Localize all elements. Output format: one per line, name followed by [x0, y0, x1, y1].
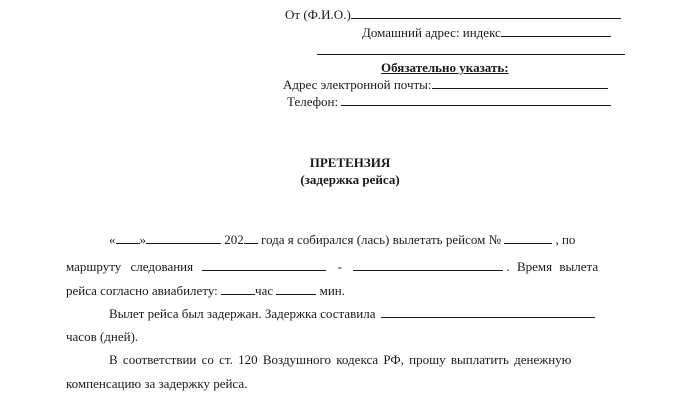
- route-to-field[interactable]: [353, 258, 503, 271]
- paragraph-2-line-2: часов (дней).: [66, 329, 139, 344]
- flight-text: года я собирался (лась) вылетать рейсом №: [261, 232, 501, 247]
- phone-label: Телефон:: [287, 94, 339, 109]
- postal-index-field[interactable]: [501, 24, 611, 37]
- from-line: [285, 6, 621, 23]
- home-address-line: [362, 24, 611, 41]
- hour-field[interactable]: [221, 282, 255, 295]
- departure-time-label: . Время вылета: [506, 259, 599, 274]
- address-line: [317, 42, 625, 59]
- from-label: От (Ф.И.О.): [285, 7, 351, 22]
- address-field[interactable]: [317, 42, 625, 55]
- year-field[interactable]: [244, 231, 258, 244]
- paragraph-3-line-2: компенсацию за задержку рейса.: [66, 376, 248, 391]
- month-field[interactable]: [146, 231, 221, 244]
- document-subtitle: (задержка рейса): [300, 172, 400, 187]
- document-title: ПРЕТЕНЗИЯ: [309, 155, 391, 170]
- quote-close: »: [139, 232, 146, 247]
- minute-label: мин.: [319, 283, 345, 298]
- text-end: , по: [555, 232, 576, 247]
- home-address-label: Домашний адрес: индекс: [362, 25, 501, 40]
- paragraph-3-line-1: В соответствии со ст. 120 Воздушного кодекса РФ, прошу выплатить денежную: [109, 352, 572, 367]
- paragraph-2-line-1: [109, 305, 595, 322]
- email-line: [283, 76, 608, 93]
- ticket-time-label: рейса согласно авиабилету:: [66, 283, 218, 298]
- phone-field[interactable]: [341, 93, 611, 106]
- from-name-field[interactable]: [351, 6, 621, 19]
- paragraph-1-line-2: [66, 258, 598, 275]
- route-dash: -: [337, 259, 342, 274]
- required-label: Обязательно указать:: [381, 60, 509, 75]
- quote-open: «: [109, 232, 116, 247]
- route-label: маршруту следования: [66, 259, 194, 274]
- paragraph-1-line-3: [66, 282, 345, 299]
- phone-line: [287, 93, 611, 110]
- year-prefix: 202: [224, 232, 244, 247]
- email-label: Адрес электронной почты:: [283, 77, 432, 92]
- route-from-field[interactable]: [202, 258, 326, 271]
- delay-duration-field[interactable]: [381, 305, 595, 318]
- delay-text: Вылет рейса был задержан. Задержка составила: [109, 306, 376, 321]
- minute-field[interactable]: [276, 282, 316, 295]
- day-field[interactable]: [116, 231, 140, 244]
- flight-number-field[interactable]: [504, 231, 552, 244]
- email-field[interactable]: [432, 76, 608, 89]
- hour-label: час: [255, 283, 274, 298]
- paragraph-1-line-1: [109, 231, 575, 248]
